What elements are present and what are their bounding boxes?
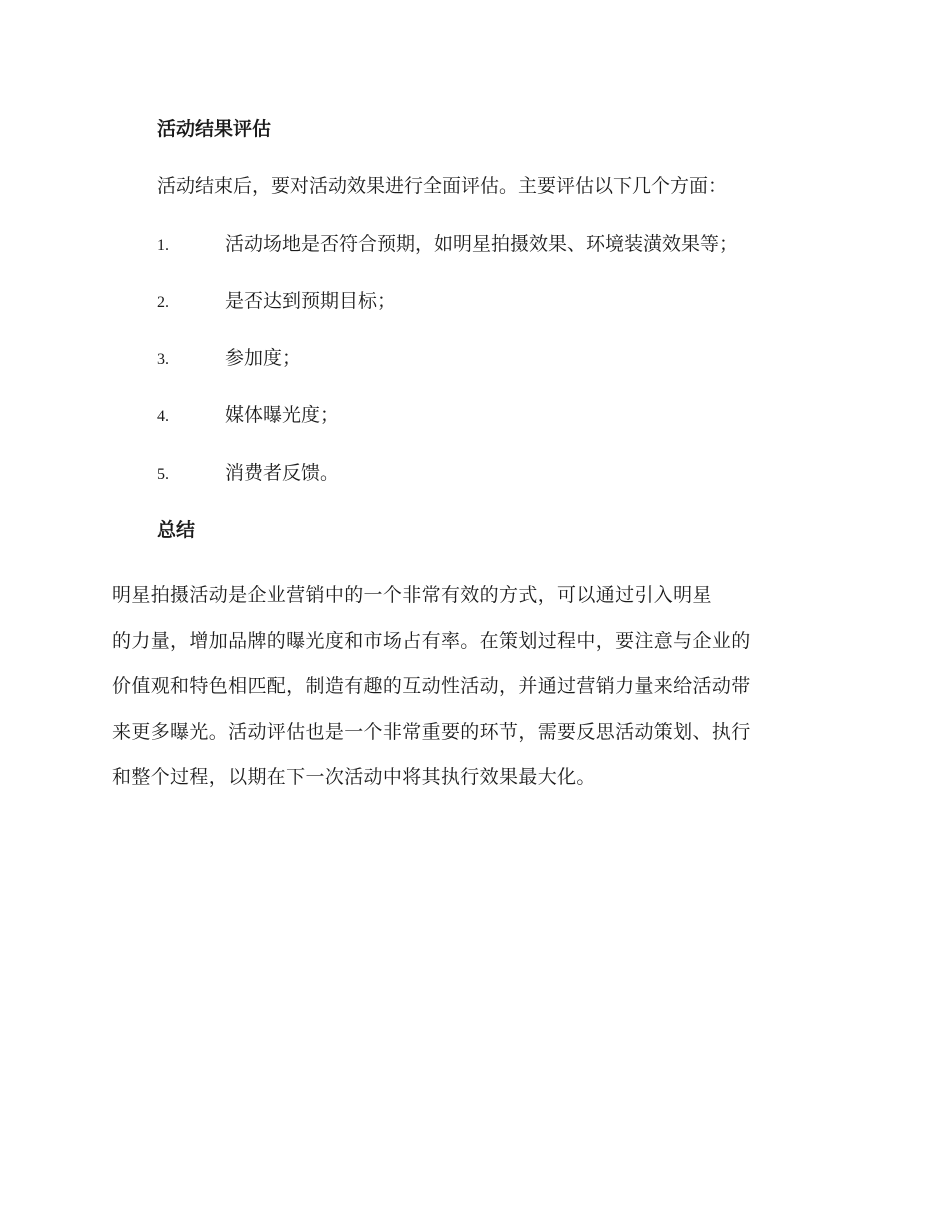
list-item-text: 参加度； bbox=[225, 347, 302, 369]
summary-line: 来更多曝光。活动评估也是一个非常重要的环节，需要反思活动策划、执行 bbox=[112, 720, 751, 743]
list-item-number: 2. bbox=[157, 294, 169, 311]
list-item-number: 1. bbox=[157, 237, 169, 254]
list-item-text: 活动场地是否符合预期，如明星拍摄效果、环境装潢效果等； bbox=[225, 233, 739, 255]
list-item-text: 是否达到预期目标； bbox=[225, 290, 397, 312]
summary-line: 价值观和特色相匹配，制造有趣的互动性活动，并通过营销力量来给活动带 bbox=[112, 675, 751, 697]
summary-paragraph bbox=[112, 573, 832, 801]
list-item bbox=[0, 231, 950, 257]
list-item-number: 3. bbox=[157, 351, 169, 368]
list-item-number: 4. bbox=[157, 408, 169, 425]
summary-line: 明星拍摄活动是企业营销中的一个非常有效的方式，可以通过引入明星 bbox=[112, 584, 712, 606]
list-item bbox=[0, 288, 950, 314]
list-item bbox=[0, 402, 950, 428]
list-item bbox=[0, 460, 950, 486]
section-heading-evaluation: 活动结果评估 bbox=[157, 118, 272, 140]
evaluation-intro-paragraph: 活动结束后，要对活动效果进行全面评估。主要评估以下几个方面： bbox=[157, 175, 728, 197]
summary-line: 和整个过程，以期在下一次活动中将其执行效果最大化。 bbox=[112, 766, 596, 788]
list-item bbox=[0, 345, 950, 371]
list-item-text: 消费者反馈。 bbox=[225, 462, 340, 484]
section-heading-summary: 总结 bbox=[157, 519, 196, 541]
summary-line: 的力量，增加品牌的曝光度和市场占有率。在策划过程中，要注意与企业的 bbox=[112, 629, 751, 652]
list-item-text: 媒体曝光度； bbox=[225, 404, 340, 426]
list-item-number: 5. bbox=[157, 466, 169, 483]
